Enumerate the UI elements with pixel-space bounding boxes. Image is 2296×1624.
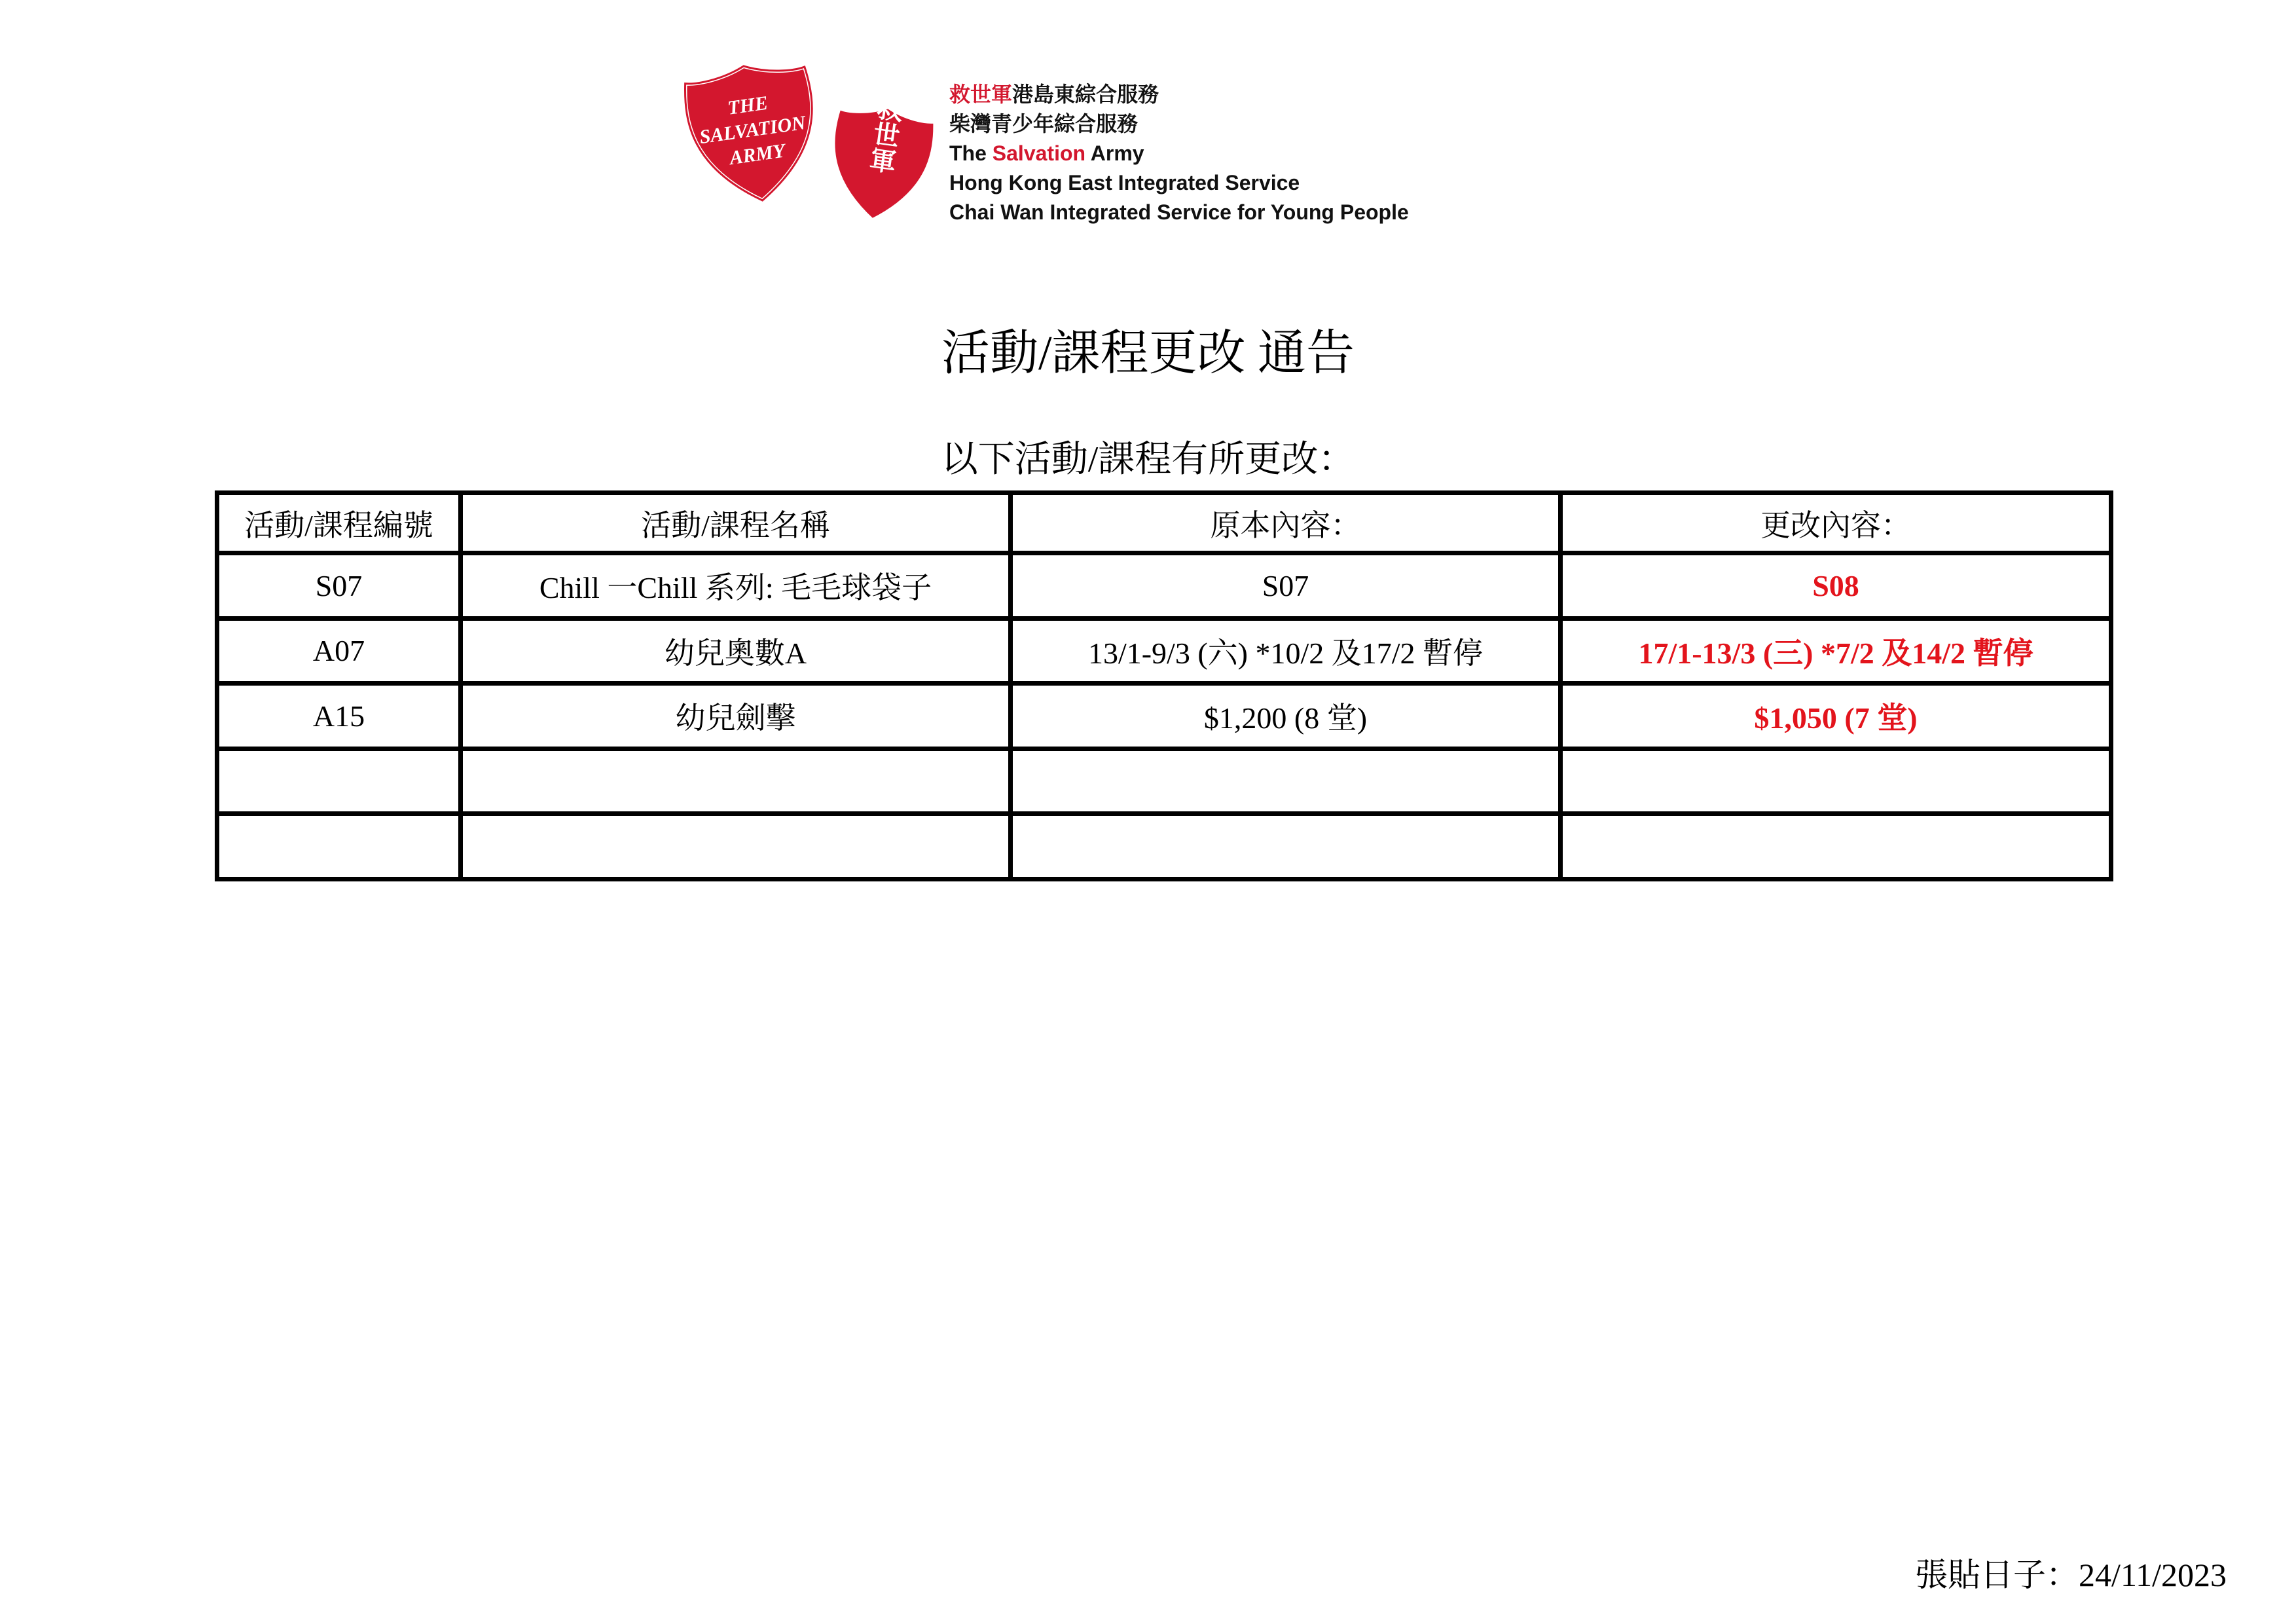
org-line-3 (949, 139, 1409, 168)
organization-name-block (949, 80, 1409, 227)
table-row (217, 684, 2111, 749)
table-header-row (217, 493, 2111, 553)
logo-salvation-text: SALVATION (698, 111, 807, 149)
org-army: Army (1085, 141, 1144, 165)
org-line-5: Chai Wan Integrated Service for Young People (949, 200, 1409, 224)
org-brand-en: Salvation (992, 141, 1086, 165)
table-row-empty (217, 748, 2111, 814)
org-line-1 (949, 80, 1409, 109)
cell-changed: S08 (1561, 553, 2111, 619)
org-service-zh: 港島東綜合服務 (1012, 83, 1159, 106)
logo-chinese-text: 救世軍 (864, 93, 905, 175)
cell-original (1011, 748, 1561, 814)
cell-changed: 17/1-13/3 (三) *7/2 及14/2 暫停 (1561, 618, 2111, 684)
cell-code: A07 (217, 618, 461, 684)
cell-changed: $1,050 (7 堂) (1561, 684, 2111, 749)
header-activity-code: 活動/課程編號 (217, 493, 461, 553)
cell-code (217, 814, 461, 879)
posting-date: 張貼日子：24/11/2023 (1915, 1557, 2227, 1593)
table-row-empty (217, 814, 2111, 879)
org-line-4: Hong Kong East Integrated Service (949, 171, 1300, 194)
cell-name: 幼兒劍擊 (461, 684, 1011, 749)
changes-table (215, 490, 2113, 881)
header-activity-name: 活動/課程名稱 (461, 493, 1011, 553)
org-the: The (949, 141, 993, 165)
salvation-army-logo (681, 60, 943, 263)
cell-name: 幼兒奧數A (461, 618, 1011, 684)
cell-changed (1561, 748, 2111, 814)
cell-code: A15 (217, 684, 461, 749)
cell-code (217, 748, 461, 814)
cell-original (1011, 814, 1561, 879)
cell-original: 13/1-9/3 (六) *10/2 及17/2 暫停 (1011, 618, 1561, 684)
logo-the-text: THE (726, 92, 770, 119)
cell-name (461, 748, 1011, 814)
cell-original: S07 (1011, 553, 1561, 619)
notice-subtitle: 以下活動/課程有所更改： (941, 439, 1355, 480)
org-line-2: 柴灣青少年綜合服務 (949, 112, 1139, 136)
table-row (217, 618, 2111, 684)
cell-name (461, 814, 1011, 879)
header-changed-content: 更改內容： (1561, 493, 2111, 553)
cell-name: Chill 一Chill 系列: 毛毛球袋子 (461, 553, 1011, 619)
cell-changed (1561, 814, 2111, 879)
table-row (217, 553, 2111, 619)
notice-title: 活動/課程更改 通告 (941, 327, 1355, 380)
logo-army-text: ARMY (728, 139, 787, 170)
cell-original: $1,200 (8 堂) (1011, 684, 1561, 749)
header-original-content: 原本內容： (1011, 493, 1561, 553)
org-brand-zh: 救世軍 (949, 83, 1013, 106)
cell-code: S07 (217, 553, 461, 619)
